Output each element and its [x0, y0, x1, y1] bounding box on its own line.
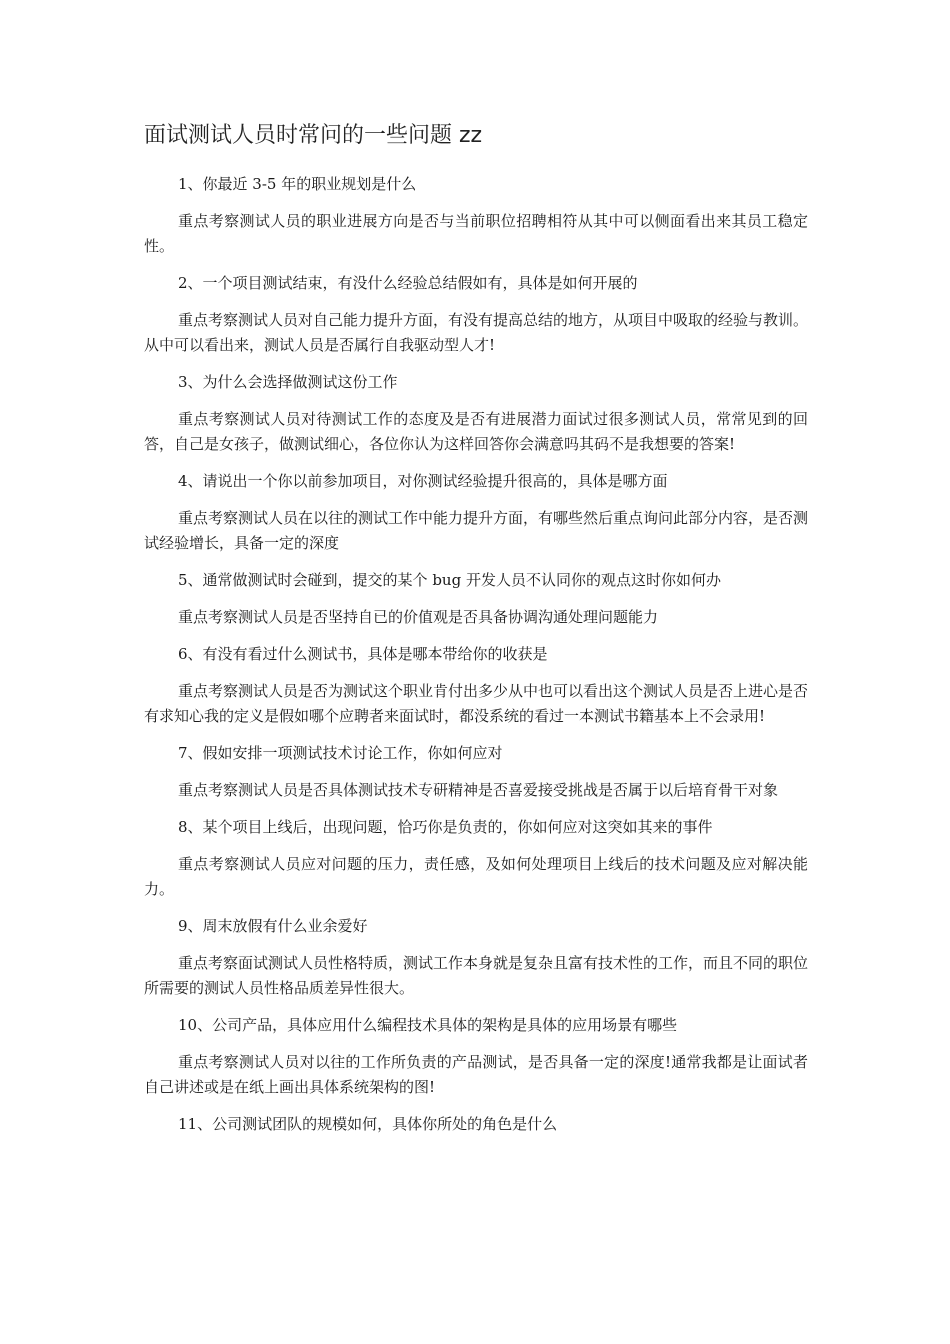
document-page: [144, 118, 808, 1149]
question-11: 11、公司测试团队的规模如何，具体你所处的角色是什么: [178, 1115, 558, 1133]
answer-9: 重点考察面试测试人员性格特质，测试工作本身就是复杂且富有技术性的工作，而且不同的职位所需要的测试人员性格品质差异性很大。: [144, 954, 809, 997]
answer-6: 重点考察测试人员是否为测试这个职业肯付出多少从中也可以看出这个测试人员是否上进心是否有求知心我的定义是假如哪个应聘者来面试时，都没系统的看过一本测试书籍基本上不会录用!: [144, 682, 809, 725]
answer-3: 重点考察测试人员对待测试工作的态度及是否有进展潜力面试过很多测试人员，常常见到的回答，自己是女孩子，做测试细心，各位你认为这样回答你会满意吗其码不是我想要的答案!: [144, 410, 808, 453]
document-title: 面试测试人员时常问的一些问题 zz: [144, 123, 483, 148]
question-7: 7、假如安排一项测试技术讨论工作，你如何应对: [178, 744, 503, 762]
question-10: 10、公司产品，具体应用什么编程技术具体的架构是具体的应用场景有哪些: [178, 1016, 678, 1034]
question-5: 5、通常做测试时会碰到，提交的某个 bug 开发人员不认同你的观点这时你如何办: [178, 571, 721, 589]
answer-1: 重点考察测试人员的职业进展方向是否与当前职位招聘相符从其中可以侧面看出来其员工稳定性。: [144, 212, 808, 255]
question-9: 9、周末放假有什么业余爱好: [178, 917, 368, 935]
question-3: 3、为什么会选择做测试这份工作: [178, 373, 398, 391]
question-2: 2、一个项目测试结束，有没什么经验总结假如有，具体是如何开展的: [178, 274, 638, 292]
answer-10: 重点考察测试人员对以往的工作所负责的产品测试，是否具备一定的深度!通常我都是让面试者自己讲述或是在纸上画出具体系统架构的图!: [144, 1053, 808, 1096]
answer-7: 重点考察测试人员是否具体测试技术专研精神是否喜爱接受挑战是否属于以后培育骨干对象: [178, 781, 779, 799]
answer-5: 重点考察测试人员是否坚持自已的价值观是否具备协调沟通处理问题能力: [178, 608, 659, 626]
question-1: 1、你最近 3-5 年的职业规划是什么: [178, 175, 417, 193]
question-8: 8、某个项目上线后，出现问题，恰巧你是负责的，你如何应对这突如其来的事件: [178, 818, 713, 836]
question-6: 6、有没有看过什么测试书，具体是哪本带给你的收获是: [178, 645, 548, 663]
answer-4: 重点考察测试人员在以往的测试工作中能力提升方面，有哪些然后重点询问此部分内容，是否测试经验增长，具备一定的深度: [144, 509, 809, 552]
answer-8: 重点考察测试人员应对问题的压力，责任感，及如何处理项目上线后的技术问题及应对解决能力。: [144, 855, 808, 898]
answer-2: 重点考察测试人员对自己能力提升方面，有没有提高总结的地方，从项目中吸取的经验与教训。从中可以看出来，测试人员是否属行自我驱动型人才!: [144, 311, 809, 354]
question-4: 4、请说出一个你以前参加项目，对你测试经验提升很高的，具体是哪方面: [178, 472, 668, 490]
